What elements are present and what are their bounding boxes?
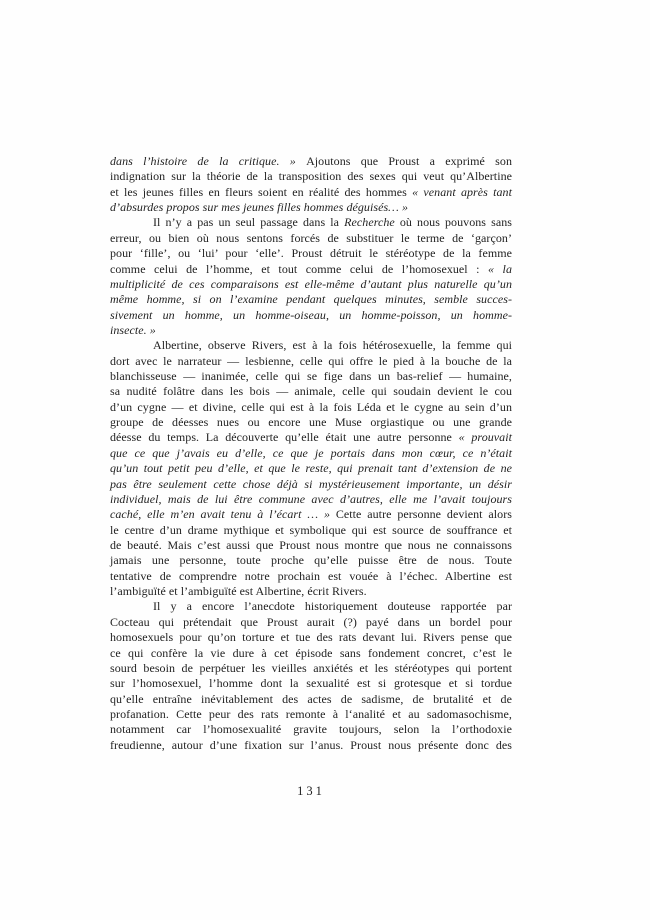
text-line: [110, 354, 512, 369]
text-run: d’absurdes propos sur mes jeunes filles hommes déguisés… »: [110, 200, 408, 215]
text-line: [110, 507, 512, 522]
text-run: de beauté. Mais c’est aussi que Proust nous montre que nous ne connaissons: [110, 537, 512, 552]
text-line: [110, 461, 512, 476]
text-line: [110, 262, 512, 277]
text-run: l’ambiguïté et l’ambiguïté est Albertine, écrit Rivers.: [110, 584, 367, 599]
text-run: erreur, ou bien où nous sentons forcés de substituer le terme de ‘garçon’: [110, 230, 512, 245]
text-line: [110, 738, 512, 753]
text-run: qu’elle entraîne inévitablement des actes de sadisme, de brutalité et de: [110, 691, 512, 706]
text-line: [110, 661, 512, 676]
text-run: blanchisseuse — inanimée, celle qui se fige dans un bas-relief — humaine,: [110, 369, 512, 384]
text-line: [110, 446, 512, 461]
text-line: [110, 277, 512, 292]
text-line: [110, 615, 512, 630]
text-run: « prouvait: [458, 430, 512, 445]
text-line: [110, 292, 512, 307]
text-run: qu’un tout petit peu d’elle, et que le reste, qui prenait tant d’extension de ne: [110, 461, 512, 476]
text-line: [110, 231, 512, 246]
text-line: [110, 185, 512, 200]
text-run: Cette autre personne devient alors: [335, 507, 512, 522]
text-run: multiplicité de ces comparaisons est elle-même d’autant plus naturelle qu’un: [110, 276, 512, 291]
text-run: freudienne, autour d’une fixation sur l’anus. Proust nous présente donc des: [110, 737, 512, 752]
text-line: [110, 523, 512, 538]
text-run: déesse du temps. La découverte qu’elle était une autre personne: [110, 430, 459, 445]
text-line: [110, 722, 512, 737]
text-run: dans l’histoire de la critique. »: [110, 154, 307, 168]
page-number: 131: [297, 784, 325, 798]
text-line: [110, 538, 512, 553]
text-line: [110, 646, 512, 661]
text-run: tentative de comprendre notre prochain est vouée à l’échec. Albertine est: [110, 568, 512, 583]
text-run: profanation. Cette peur des rats remonte à l‘analité et au sadomasochisme,: [110, 706, 512, 721]
text-line: [110, 415, 512, 430]
text-run: individuel, mais de lui être commune avec d’autres, elle me l’avait toujours: [110, 491, 512, 506]
text-run: caché, elle m’en avait tenu à l’écart … »: [110, 507, 336, 522]
text-run: Recherche: [344, 215, 395, 230]
text-run: où nous pouvons sans: [394, 215, 512, 230]
text-run: sa nudité folâtre dans les bois — animale, celle qui soudain devient le cou: [110, 384, 512, 399]
text-run: homosexuels pour qu’on torture et tue des rats devant lui. Rivers pense que: [110, 630, 512, 645]
text-line: [110, 369, 512, 384]
text-run: sivement un homme, un homme-oiseau, un homme-poisson, un homme-: [110, 307, 512, 322]
text-line: [110, 169, 512, 184]
text-run: « la: [488, 261, 512, 276]
text-run: groupe de déesses nues ou encore une Muse orgiastique ou une grande: [110, 415, 512, 430]
text-line: [110, 154, 512, 169]
text-run: et les jeunes filles en fleurs soient en réalité des hommes: [110, 184, 413, 199]
text-run: dort avec le narrateur — lesbienne, celle qui offre le pied à la bouche de la: [110, 353, 512, 368]
text-line: [110, 338, 512, 353]
text-run: Ajoutons que Proust a exprimé son: [306, 154, 512, 168]
text-line: [110, 246, 512, 261]
text-line: [110, 492, 512, 507]
text-line: [110, 400, 512, 415]
text-run: pas être seulement cette chose déjà si mystérieusement importante, un désir: [110, 476, 512, 491]
text-line: [110, 323, 512, 338]
text-run: Cocteau qui prétendait que Proust aurait (?) payé dans un bordel pour: [110, 614, 512, 629]
text-run: jamais une personne, toute proche qu’elle puisse être de nous. Toute: [110, 553, 512, 568]
text-run: Il n’y a pas un seul passage dans la: [153, 215, 345, 230]
text-run: d’un cygne — et divine, celle qui est à la fois Léda et le cygne au sein d’un: [110, 399, 512, 414]
text-line: [110, 707, 512, 722]
text-run: notamment car l’homosexualité gravite toujours, selon la l’orthodoxie: [110, 722, 512, 737]
text-line: [110, 215, 512, 230]
text-run: même homme, si on l’examine pendant quelques minutes, semble succes-: [110, 292, 512, 307]
text-run: indignation sur la théorie de la transposition des sexes qui veut qu’Albertine: [110, 169, 512, 184]
text-line: [110, 308, 512, 323]
text-run: insecte. »: [110, 322, 156, 337]
text-run: « venant après tant: [412, 184, 512, 199]
text-run: sur l’homosexuel, l’homme dont la sexualité est si grotesque et si tordue: [110, 676, 512, 691]
text-line: [110, 676, 512, 691]
text-run: pour ‘fille’, ou ‘lui’ pour ‘elle’. Proust détruit le stéréotype de la femme: [110, 246, 512, 261]
text-run: Albertine, observe Rivers, est à la fois hétérosexuelle, la femme qui: [153, 338, 512, 353]
text-line: [110, 430, 512, 445]
text-run: comme celui de l’homme, et tout comme celui de l’homosexuel :: [110, 261, 489, 276]
text-line: [110, 599, 512, 614]
text-line: [110, 584, 512, 599]
page-text-block: [110, 154, 512, 753]
text-run: sourd besoin de perpétuer les vieilles anxiétés et les stéréotypes qui portent: [110, 660, 512, 675]
text-run: que ce que j’avais eu d’elle, ce que je portais dans mon cœur, ce n’était: [110, 445, 512, 460]
text-line: [110, 553, 512, 568]
text-line: [110, 692, 512, 707]
text-run: Il y a encore l’anecdote historiquement douteuse rapportée par: [153, 599, 512, 614]
text-line: [110, 477, 512, 492]
text-line: [110, 200, 512, 215]
text-line: [110, 630, 512, 645]
text-run: le centre d’un drame mythique et symbolique qui est source de souffrance et: [110, 522, 512, 537]
text-line: [110, 384, 512, 399]
text-run: ce qui confère la vie dure à cet épisode sans fondement concret, c’est le: [110, 645, 512, 660]
text-line: [110, 569, 512, 584]
